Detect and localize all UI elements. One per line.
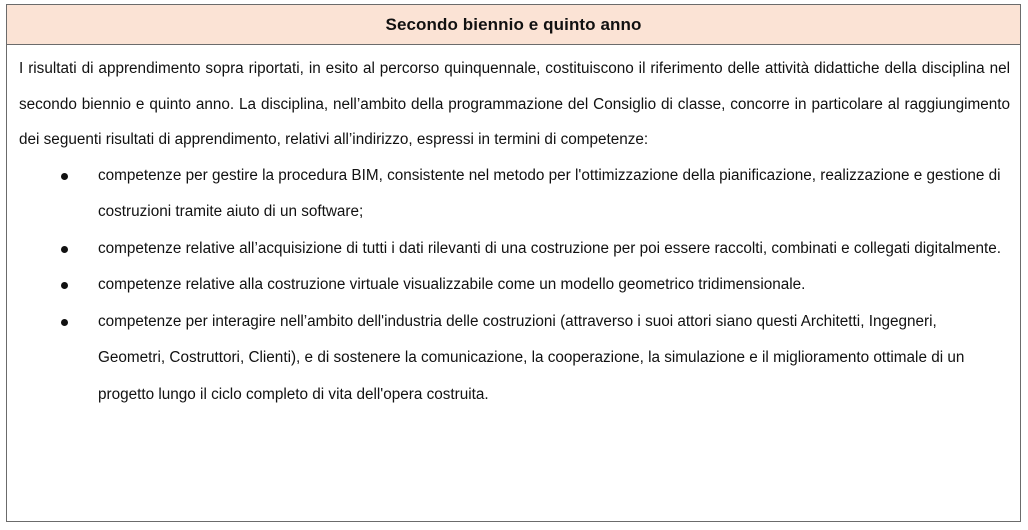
list-item-text: competenze per interagire nell’ambito dell'industria delle costruzioni (attraverso i suoi attori siano questi Architetti, Ingegneri, Geometri, Costruttori, Clienti), e di sostenere la comunicazione, la cooperazione, la simulazione e il miglioramento ottimale di un progetto lungo il ciclo completo di vita dell'opera costruita.	[98, 312, 965, 403]
table-body	[7, 45, 1020, 413]
competence-list	[19, 158, 1010, 414]
list-item	[19, 231, 1010, 268]
section-title: Secondo biennio e quinto anno	[385, 14, 642, 34]
content-table	[6, 4, 1021, 522]
intro-paragraph: I risultati di apprendimento sopra riportati, in esito al percorso quinquennale, costituiscono il riferimento delle attività didattiche della disciplina nel secondo biennio e quinto anno. La disciplina, nell’ambito della programmazione del Consiglio di classe, concorre in particolare al raggiungimento dei seguenti risultati di apprendimento, relativi all’indirizzo, espressi in termini di competenze:	[19, 60, 1010, 148]
bullet-icon	[61, 282, 68, 289]
list-item-text: competenze relative all’acquisizione di tutti i dati rilevanti di una costruzione per poi essere raccolti, combinati e collegati digitalmente.	[98, 239, 1001, 257]
bullet-icon	[61, 173, 68, 180]
list-item	[19, 267, 1010, 304]
table-header	[7, 5, 1020, 45]
list-item	[19, 304, 1010, 414]
bullet-icon	[61, 319, 68, 326]
list-item-text: competenze relative alla costruzione virtuale visualizzabile come un modello geometrico tridimensionale.	[98, 276, 806, 293]
list-item-text: competenze per gestire la procedura BIM, consistente nel metodo per l'ottimizzazione della pianificazione, realizzazione e gestione di costruzioni tramite aiuto di un software;	[98, 166, 1001, 220]
bullet-icon	[61, 246, 68, 253]
list-item	[19, 158, 1010, 231]
